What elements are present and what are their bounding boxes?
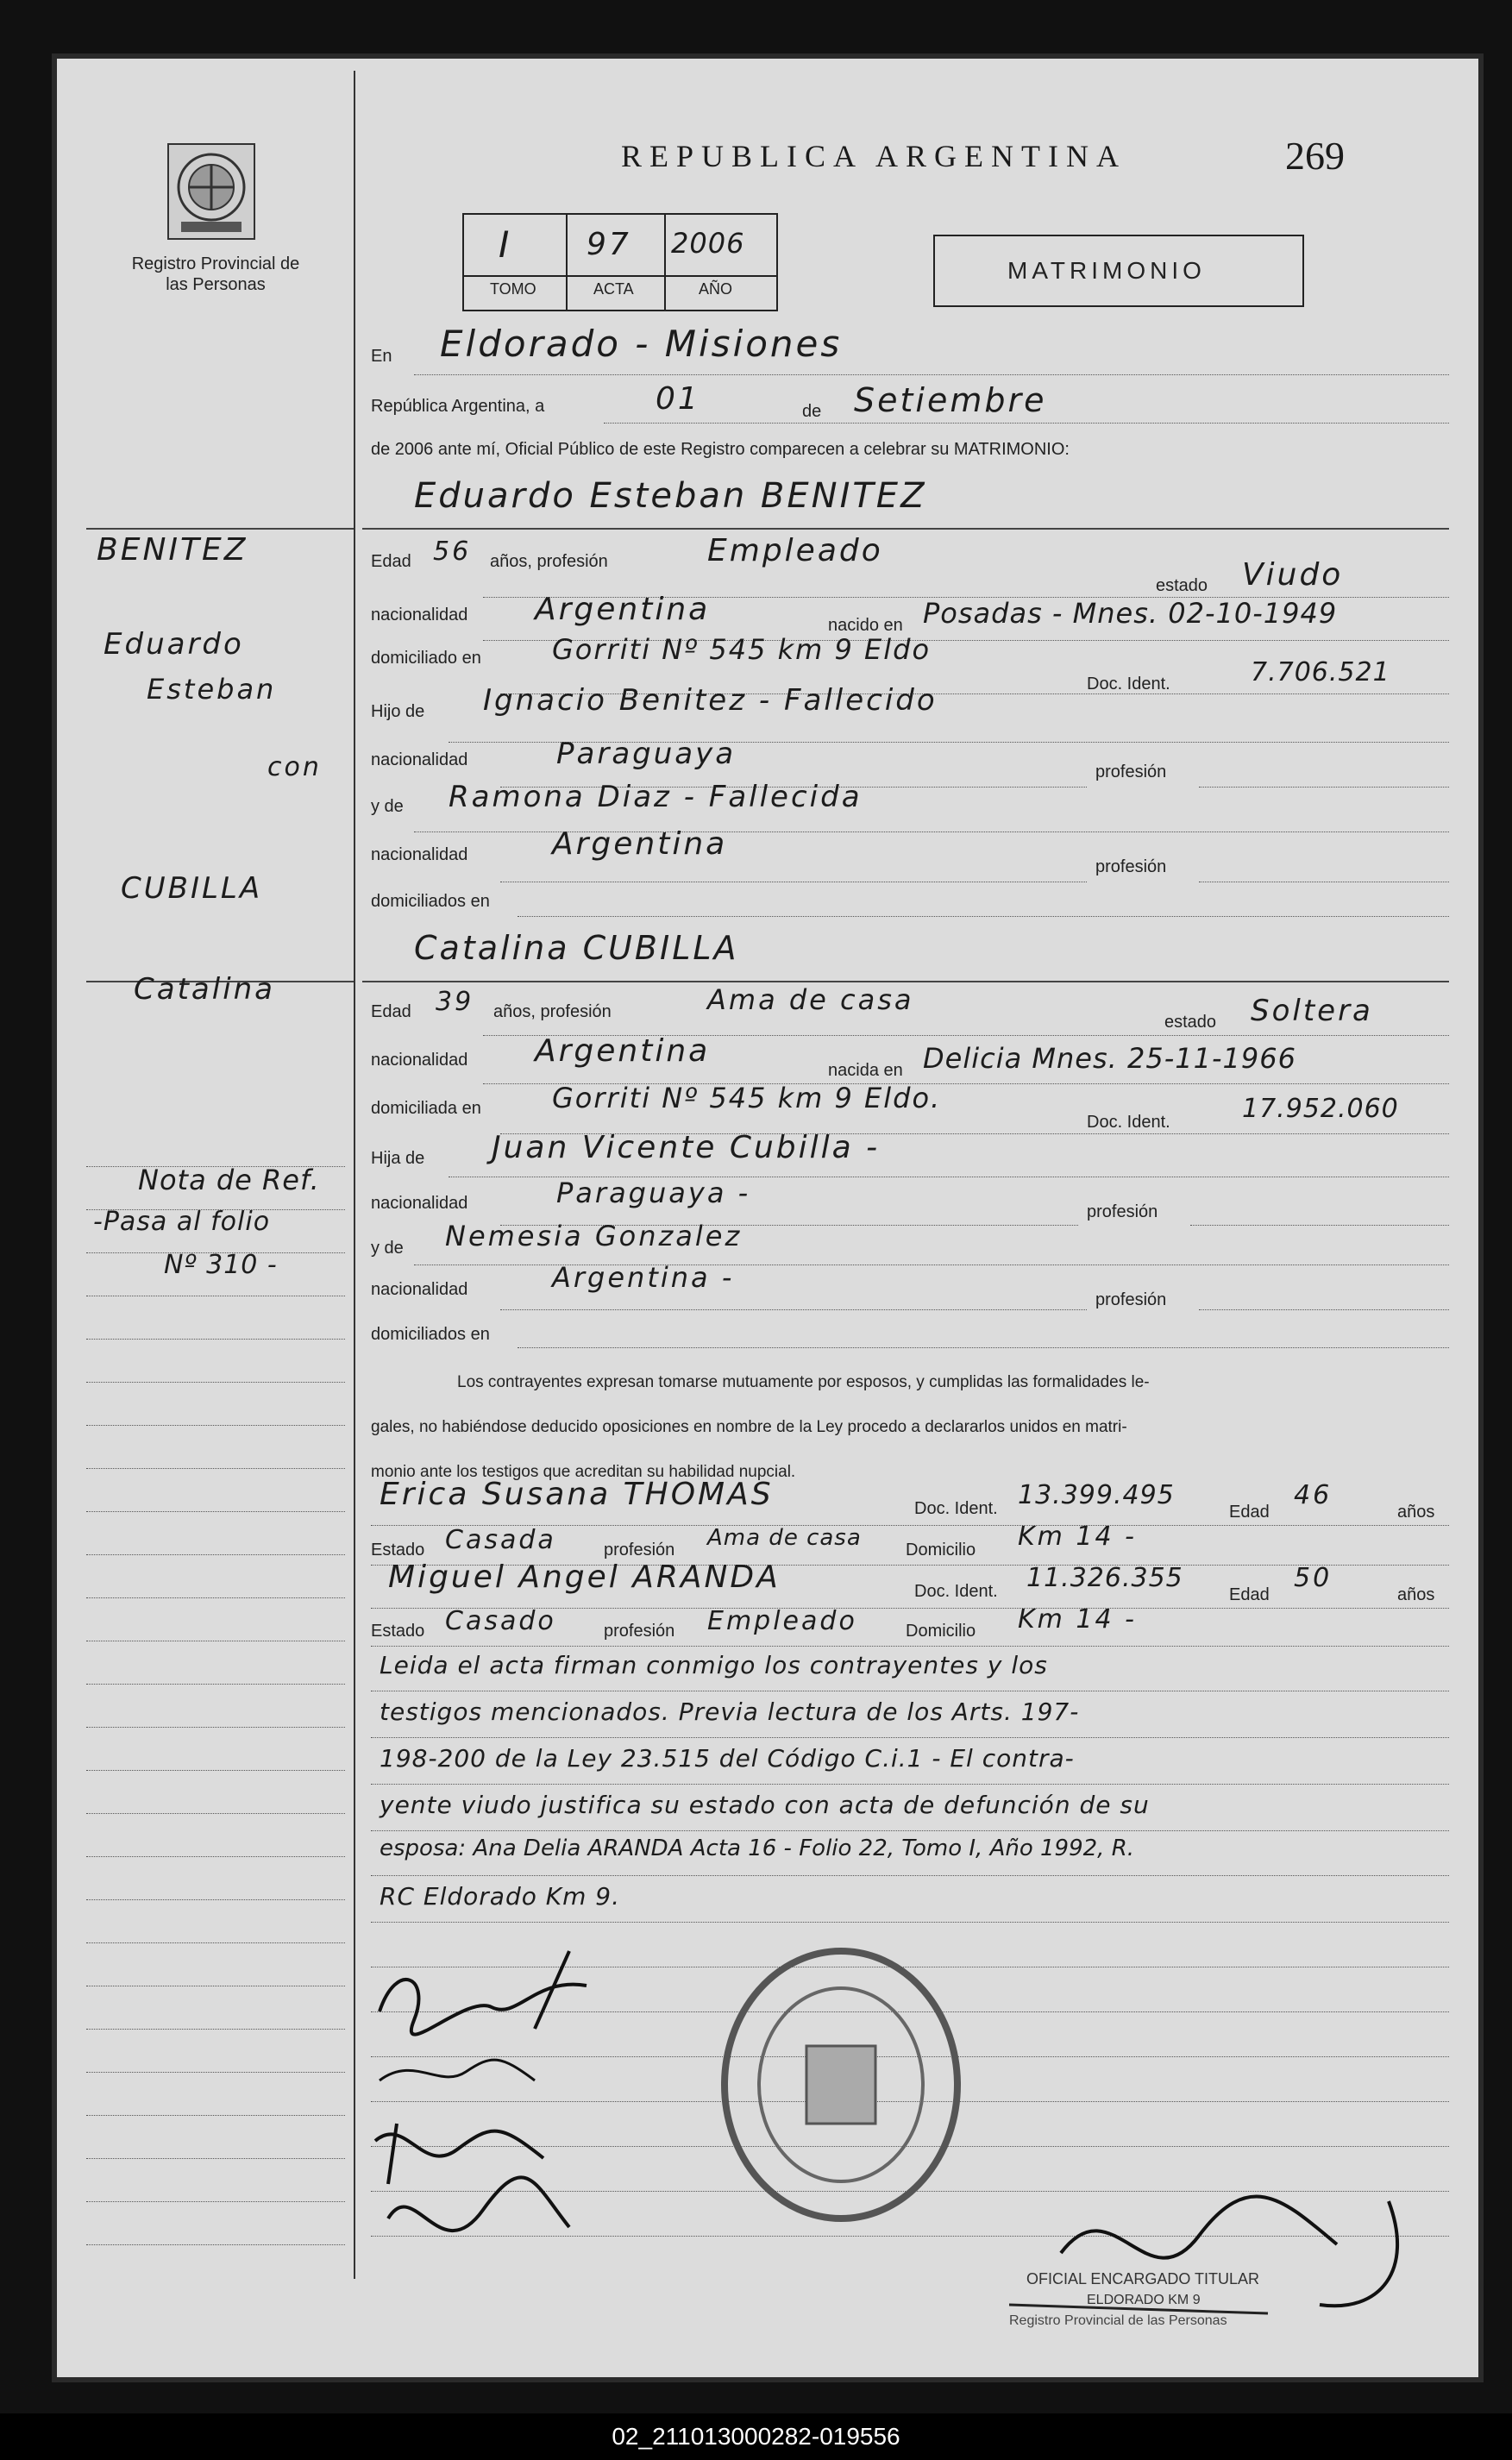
stamp-sub: ELDORADO KM 9: [1087, 2293, 1201, 2307]
bride-full-name: Catalina CUBILLA: [414, 929, 739, 967]
bride-yde-label: y de: [371, 1239, 404, 1258]
witness1-edad: 46: [1294, 1480, 1333, 1510]
groom-nac-label: nacionalidad: [371, 606, 468, 624]
witness2-estado-label: Estado: [371, 1622, 425, 1641]
tomo-value: I: [499, 223, 512, 266]
witness2-profesion: Empleado: [707, 1606, 857, 1636]
en-label: En: [371, 347, 392, 366]
day-value: 01: [656, 381, 700, 417]
groom-profesion: Empleado: [707, 533, 883, 568]
margin-groom-given1: Eduardo: [104, 627, 244, 662]
footer-id: 02_211013000282-019556: [612, 2423, 900, 2450]
annotation-line3: 198-200 de la Ley 23.515 del Código C.i.1 - El contra-: [380, 1744, 1075, 1773]
registry-name: Registro Provincial de las Personas: [131, 254, 300, 294]
groom-domicilio: Gorriti Nº 545 km 9 Eldo: [552, 633, 932, 666]
bride-nacida: Delicia Mnes. 25-11-1966: [923, 1042, 1296, 1075]
margin-note-line1: Nota de Ref.: [138, 1164, 320, 1196]
witness2-edad-label: Edad: [1229, 1585, 1270, 1604]
groom-nacido-label: nacido en: [828, 616, 903, 635]
year-line: de 2006 ante mí, Oficial Público de este Registro comparecen a celebrar su MATRIMONIO:: [371, 440, 1070, 459]
annotation-line6: RC Eldorado Km 9.: [380, 1882, 621, 1911]
groom-estado-label: estado: [1156, 576, 1208, 595]
groom-padre-prof-label: profesión: [1095, 762, 1167, 781]
bride-estado-label: estado: [1164, 1013, 1217, 1032]
de-label: de: [802, 402, 822, 421]
coat-of-arms-icon: [164, 140, 259, 243]
acta-label: ACTA: [593, 280, 634, 298]
bride-hija-label: Hija de: [371, 1149, 425, 1168]
witness1-doc-label: Doc. Ident.: [914, 1499, 998, 1518]
witness1-edad-label: Edad: [1229, 1503, 1270, 1522]
groom-yde-label: y de: [371, 797, 404, 816]
witness1-domicilio: Km 14 -: [1018, 1522, 1137, 1552]
anio-value: 2006: [671, 227, 745, 260]
annotation-line5: esposa: Ana Delia ARANDA Acta 16 - Folio 22, Tomo I, Año 1992, R.: [380, 1836, 1135, 1861]
stamp-sub2: Registro Provincial de las Personas: [1009, 2313, 1227, 2328]
bride-madre: Nemesia Gonzalez: [445, 1220, 743, 1252]
margin-groom-given2: Esteban: [147, 673, 277, 706]
bride-nacionalidad: Argentina: [535, 1033, 711, 1069]
witness1-estado: Casada: [445, 1525, 556, 1555]
groom-full-name: Eduardo Esteban BENITEZ: [414, 476, 927, 516]
bride-madre-nac-label: nacionalidad: [371, 1280, 468, 1299]
bride-padre-nac-label: nacionalidad: [371, 1194, 468, 1213]
groom-estado: Viudo: [1242, 557, 1344, 593]
bride-anos-prof: años, profesión: [493, 1002, 612, 1021]
margin-bride-given: Catalina: [134, 972, 276, 1007]
tomo-label: TOMO: [490, 280, 536, 298]
bride-padre: Juan Vicente Cubilla -: [492, 1130, 881, 1165]
month-value: Setiembre: [854, 381, 1047, 419]
witness2-estado: Casado: [445, 1606, 556, 1636]
groom-padre-nac-label: nacionalidad: [371, 750, 468, 769]
margin-note-line2: -Pasa al folio: [93, 1207, 271, 1237]
bride-padre-prof-label: profesión: [1087, 1202, 1158, 1221]
stamp-title: OFICIAL ENCARGADO TITULAR: [1026, 2270, 1260, 2287]
country-title: REPUBLICA ARGENTINA: [621, 139, 1127, 173]
witness1-dom-label: Domicilio: [906, 1541, 976, 1559]
witness1-doc: 13.399.495: [1018, 1480, 1175, 1510]
margin-bride-surname: CUBILLA: [121, 871, 263, 906]
groom-madre-prof-label: profesión: [1095, 857, 1167, 876]
bride-doc-label: Doc. Ident.: [1087, 1113, 1170, 1132]
groom-domiciliados-label: domiciliados en: [371, 892, 490, 911]
record-type: MATRIMONIO: [1007, 257, 1206, 284]
margin-note-line3: Nº 310 -: [164, 1250, 278, 1280]
witness2-dom-label: Domicilio: [906, 1622, 976, 1641]
margin-rule: [354, 71, 355, 2279]
record-type-box: [933, 235, 1304, 307]
page-number: 269: [1285, 134, 1345, 178]
footer-bar: [0, 2413, 1512, 2460]
bride-padre-nac: Paraguaya -: [556, 1177, 751, 1209]
bride-doc: 17.952.060: [1242, 1094, 1399, 1124]
groom-edad-label: Edad: [371, 552, 411, 571]
witness2-doc: 11.326.355: [1026, 1563, 1183, 1593]
witness2-name: Miguel Angel ARANDA: [388, 1559, 781, 1595]
bride-domiciliados-label: domiciliados en: [371, 1325, 490, 1344]
witness1-profesion: Ama de casa: [707, 1525, 862, 1551]
groom-madre-nac: Argentina: [552, 826, 728, 862]
witness1-prof-label: profesión: [604, 1541, 675, 1559]
anio-label: AÑO: [699, 280, 733, 298]
witness2-edad: 50: [1294, 1563, 1333, 1593]
bride-edad: 39: [436, 987, 474, 1017]
margin-groom-surname: BENITEZ: [97, 532, 248, 568]
body-line2: gales, no habiéndose deducido oposiciones en nombre de la Ley procedo a declararlos unidos en matri-: [371, 1418, 1127, 1436]
groom-edad: 56: [433, 537, 472, 567]
bride-dom-label: domiciliada en: [371, 1099, 481, 1118]
signatures-graphic: [362, 1925, 690, 2322]
bride-estado: Soltera: [1251, 994, 1373, 1028]
bride-profesion: Ama de casa: [707, 983, 914, 1016]
groom-madre-nac-label: nacionalidad: [371, 845, 468, 864]
witness2-domicilio: Km 14 -: [1018, 1604, 1137, 1635]
annotation-line2: testigos mencionados. Previa lectura de los Arts. 197-: [380, 1698, 1080, 1726]
body-line3: monio ante los testigos que acreditan su habilidad nupcial.: [371, 1463, 796, 1481]
body-line1: Los contrayentes expresan tomarse mutuamente por esposos, y cumplidas las formalidades le-: [457, 1373, 1150, 1391]
witness2-doc-label: Doc. Ident.: [914, 1582, 998, 1601]
groom-nacido: Posadas - Mnes. 02-10-1949: [923, 597, 1338, 630]
witness2-prof-label: profesión: [604, 1622, 675, 1641]
bride-nac-label: nacionalidad: [371, 1051, 468, 1070]
tomo-acta-anio-box: [462, 213, 778, 311]
witness1-name: Erica Susana THOMAS: [380, 1477, 774, 1512]
witness1-estado-label: Estado: [371, 1541, 425, 1559]
groom-anos-prof: años, profesión: [490, 552, 608, 571]
groom-doc-label: Doc. Ident.: [1087, 675, 1170, 693]
witness1-anos: años: [1397, 1503, 1435, 1522]
groom-padre-nac: Paraguaya: [556, 737, 737, 771]
en-value: Eldorado - Misiones: [440, 323, 843, 365]
rep-label: República Argentina, a: [371, 397, 545, 416]
annotation-line1: Leida el acta firman conmigo los contrayentes y los: [380, 1651, 1048, 1679]
groom-dom-label: domiciliado en: [371, 649, 481, 668]
groom-padre: Ignacio Benitez - Fallecido: [483, 683, 938, 718]
annotation-line4: yente viudo justifica su estado con acta de defunción de su: [380, 1791, 1150, 1819]
bride-edad-label: Edad: [371, 1002, 411, 1021]
groom-doc: 7.706.521: [1251, 657, 1390, 687]
register-page: [52, 53, 1484, 2382]
groom-nacionalidad: Argentina: [535, 592, 711, 627]
official-seal-icon: [716, 1942, 966, 2227]
bride-madre-nac: Argentina -: [552, 1261, 735, 1294]
bride-domicilio: Gorriti Nº 545 km 9 Eldo.: [552, 1082, 942, 1114]
acta-value: 97: [587, 227, 631, 262]
bride-nacida-label: nacida en: [828, 1061, 903, 1080]
margin-con: con: [267, 752, 322, 782]
bride-madre-prof-label: profesión: [1095, 1290, 1167, 1309]
groom-hijo-label: Hijo de: [371, 702, 425, 721]
witness2-anos: años: [1397, 1585, 1435, 1604]
groom-madre: Ramona Diaz - Fallecida: [449, 780, 863, 814]
